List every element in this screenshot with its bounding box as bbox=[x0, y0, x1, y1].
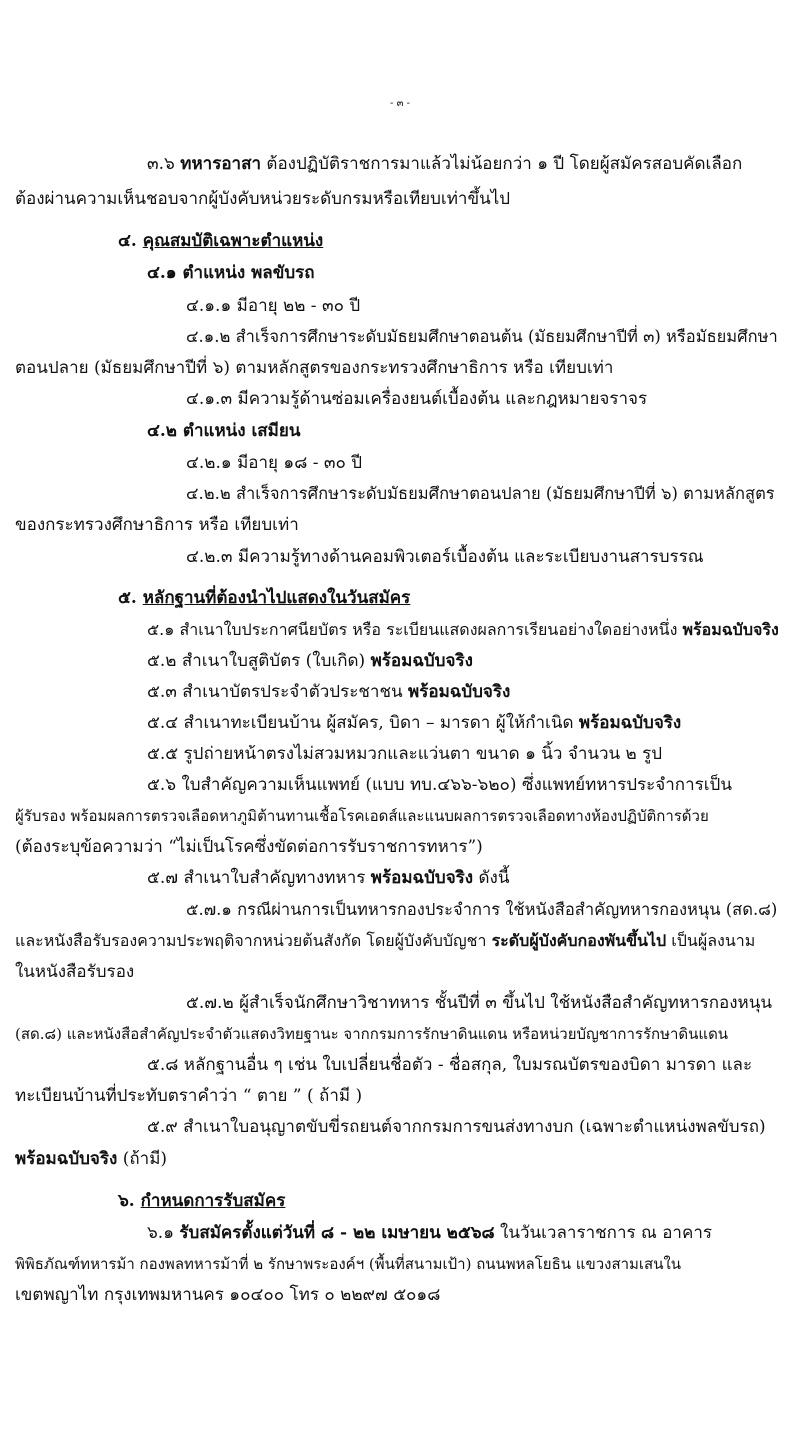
volunteer-soldier-term: ทหารอาสา bbox=[180, 154, 262, 174]
clause-5-6-line-3: (ต้องระบุข้อความว่า “ไม่เป็นโรคซึ่งขัดต่อการรับราชการทหาร”) bbox=[15, 837, 483, 857]
clause-3-6-line-1: ๓.๖ ทหารอาสา ต้องปฏิบัติราชการมาแล้วไม่น้อยกว่า ๑ ปี โดยผู้สมัครสอบคัดเลือก bbox=[147, 154, 743, 174]
clause-5-6-line-2: ผู้รับรอง พร้อมผลการตรวจเลือดหาภูมิต้านทานเชื้อโรคเอดส์และแนบผลการตรวจเลือดทางห้องปฏิบัติการด้วย bbox=[15, 807, 709, 825]
position-clerk-heading: ๔.๒ ตำแหน่ง เสมียน bbox=[147, 421, 301, 441]
clause-5-8-line-1: ๕.๘ หลักฐานอื่น ๆ เช่น ใบเปลี่ยนชื่อตัว - ชื่อสกุล, ใบมรณบัตรของบิดา มารดา และ bbox=[147, 1055, 753, 1075]
section-5-heading: ๕. หลักฐานที่ต้องนำไปแสดงในวันสมัคร bbox=[118, 588, 411, 608]
clause-5-4: ๕.๔ สำเนาทะเบียนบ้าน ผู้สมัคร, บิดา – มารดา ผู้ให้กำเนิด พร้อมฉบับจริง bbox=[147, 713, 682, 733]
clause-4-1-2-line-2: ตอนปลาย (มัธยมศึกษาปีที่ ๖) ตามหลักสูตรของกระทรวงศึกษาธิการ หรือ เทียบเท่า bbox=[15, 358, 614, 378]
clause-3-6-line-2: ต้องผ่านความเห็นชอบจากผู้บังคับหน่วยระดับกรมหรือเทียบเท่าขึ้นไป bbox=[15, 189, 511, 209]
clause-5-7-1-line-1: ๕.๗.๑ กรณีผ่านการเป็นทหารกองประจำการ ใช้หนังสือสำคัญทหารกองหนุน (สด.๘) bbox=[186, 900, 778, 919]
clause-5-9-line-2: พร้อมฉบับจริง (ถ้ามี) bbox=[15, 1149, 168, 1169]
clause-4-2-2-line-2: ของกระทรวงศึกษาธิการ หรือ เทียบเท่า bbox=[15, 515, 299, 535]
clause-5-7-1-line-3: ในหนังสือรับรอง bbox=[15, 962, 135, 982]
clause-5-8-line-2: ทะเบียนบ้านที่ประทับตราคำว่า “ ตาย ” ( ถ้ามี ) bbox=[15, 1086, 363, 1106]
clause-5-1: ๕.๑ สำเนาใบประกาศนียบัตร หรือ ระเบียนแสดงผลการเรียนอย่างใดอย่างหนึ่ง พร้อมฉบับจริง bbox=[147, 620, 779, 639]
section-4-heading: ๔. คุณสมบัติเฉพาะตำแหน่ง bbox=[118, 231, 324, 251]
clause-5-6-line-1: ๕.๖ ใบสำคัญความเห็นแพทย์ (แบบ ทบ.๔๖๖-๖๒๐) ซึ่งแพทย์ทหารประจำการเป็น bbox=[147, 775, 732, 795]
clause-6-1-line-1: ๖.๑ รับสมัครตั้งแต่วันที่ ๘ - ๒๒ เมษายน ๒๕๖๘ ในวันเวลาราชการ ณ อาคาร bbox=[147, 1223, 713, 1243]
section-6-heading: ๖. กำหนดการรับสมัคร bbox=[118, 1191, 286, 1211]
clause-4-2-2-line-1: ๔.๒.๒ สำเร็จการศึกษาระดับมัธยมศึกษาตอนปลาย (มัธยมศึกษาปีที่ ๖) ตามหลักสูตร bbox=[186, 484, 775, 503]
clause-5-7: ๕.๗ สำเนาใบสำคัญทางทหาร พร้อมฉบับจริง ดังนี้ bbox=[147, 868, 510, 888]
clause-5-2: ๕.๒ สำเนาใบสูติบัตร (ใบเกิด) พร้อมฉบับจริง bbox=[147, 651, 473, 671]
position-driver-heading: ๔.๑ ตำแหน่ง พลขับรถ bbox=[147, 263, 315, 283]
clause-4-2-3: ๔.๒.๓ มีความรู้ทางด้านคอมพิวเตอร์เบื้องต้น และระเบียบงานสารบรรณ bbox=[186, 547, 704, 567]
clause-5-7-1-line-2: และหนังสือรับรองความประพฤติจากหน่วยต้นสังกัด โดยผู้บังคับบัญชา ระดับผู้บังคับกองพันขึ้นไป เป็นผู้ลงนาม bbox=[15, 931, 756, 950]
clause-6-1-line-3: เขตพญาไท กรุงเทพมหานคร ๑๐๔๐๐ โทร ๐ ๒๒๙๗ ๕๐๑๘ bbox=[15, 1285, 441, 1305]
application-dates: รับสมัครตั้งแต่วันที่ ๘ - ๒๒ เมษายน ๒๕๖๘ bbox=[179, 1223, 495, 1243]
clause-4-1-1: ๔.๑.๑ มีอายุ ๒๒ - ๓๐ ปี bbox=[186, 296, 361, 316]
page-number: - ๓ - bbox=[390, 98, 410, 109]
clause-5-9-line-1: ๕.๙ สำเนาใบอนุญาตขับขี่รถยนต์จากกรมการขนส่งทางบก (เฉพาะตำแหน่งพลขับรถ) bbox=[147, 1117, 766, 1137]
clause-5-7-2-line-1: ๕.๗.๒ ผู้สำเร็จนักศึกษาวิชาทหาร ชั้นปีที่ ๓ ขึ้นไป ใช้หนังสือสำคัญทหารกองหนุน bbox=[186, 993, 772, 1013]
clause-4-1-2-line-1: ๔.๑.๒ สำเร็จการศึกษาระดับมัธยมศึกษาตอนต้น (มัธยมศึกษาปีที่ ๓) หรือมัธยมศึกษา bbox=[186, 327, 778, 346]
clause-4-2-1: ๔.๒.๑ มีอายุ ๑๘ - ๓๐ ปี bbox=[186, 453, 363, 473]
clause-5-7-2-line-2: (สด.๘) และหนังสือสำคัญประจำตัวแสดงวิทยฐานะ จากกรมการรักษาดินแดน หรือหน่วยบัญชาการรักษาดินแดน bbox=[15, 1025, 729, 1043]
clause-4-1-3: ๔.๑.๓ มีความรู้ด้านซ่อมเครื่องยนต์เบื้องต้น และกฎหมายจราจร bbox=[186, 389, 648, 409]
clause-5-3: ๕.๓ สำเนาบัตรประจำตัวประชาชน พร้อมฉบับจริง bbox=[147, 682, 511, 702]
clause-6-1-line-2: พิพิธภัณฑ์ทหารม้า กองพลทหารม้าที่ ๒ รักษาพระองค์ฯ (พื้นที่สนามเป้า) ถนนพหลโยธิน แขวงสามเสนใน bbox=[15, 1255, 682, 1273]
clause-5-5: ๕.๕ รูปถ่ายหน้าตรงไม่สวมหมวกและแว่นตา ขนาด ๑ นิ้ว จำนวน ๒ รูป bbox=[147, 744, 663, 764]
